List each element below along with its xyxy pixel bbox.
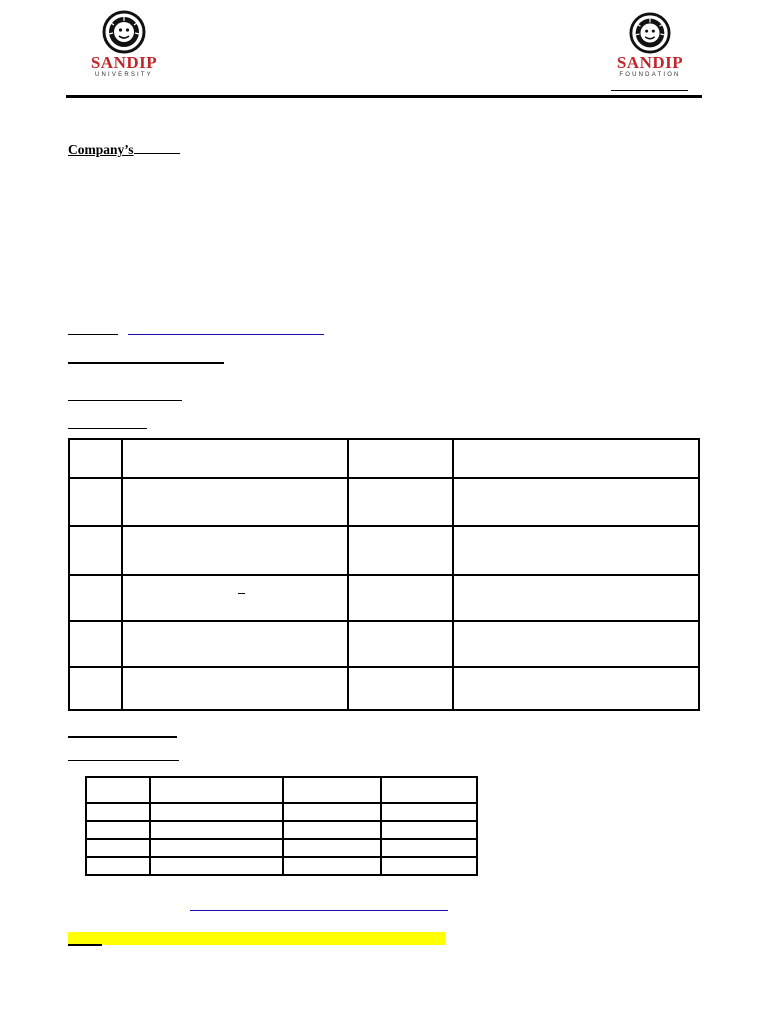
table-cell <box>348 575 453 621</box>
lion-emblem-icon <box>102 10 146 54</box>
table-row <box>86 803 477 821</box>
table-cell <box>122 621 348 667</box>
table-row <box>86 821 477 839</box>
table-row <box>69 621 699 667</box>
table-cell <box>348 478 453 526</box>
table-cell <box>69 575 122 621</box>
header-rule <box>66 95 702 98</box>
section-underline <box>68 362 224 364</box>
table-cell <box>453 575 699 621</box>
table-row <box>86 839 477 857</box>
table-cell <box>69 478 122 526</box>
table-cell <box>453 621 699 667</box>
table-cell <box>122 575 348 621</box>
table-cell <box>453 526 699 575</box>
company-heading-label: Company’s <box>68 142 134 157</box>
table-row <box>69 526 699 575</box>
table-cell <box>348 621 453 667</box>
link-underline[interactable] <box>128 334 324 335</box>
table-cell <box>86 839 150 857</box>
table-cell <box>283 803 381 821</box>
right-logo-sub: FOUNDATION <box>619 72 681 78</box>
table-cell <box>381 857 477 875</box>
sandip-university-logo <box>79 10 169 79</box>
header-small-rule <box>611 90 688 91</box>
table-cell <box>86 821 150 839</box>
company-name-blank <box>134 141 180 154</box>
table-cell <box>122 439 348 478</box>
table-cell <box>283 777 381 803</box>
table-cell <box>122 478 348 526</box>
table-cell <box>453 667 699 710</box>
dash-mark <box>238 593 245 594</box>
table-cell <box>283 839 381 857</box>
section-underline <box>68 400 182 401</box>
table-row <box>69 667 699 710</box>
company-heading <box>68 141 180 158</box>
table-cell <box>381 777 477 803</box>
table-row <box>69 478 699 526</box>
small-table <box>85 776 478 876</box>
table-row <box>86 777 477 803</box>
table-cell <box>122 526 348 575</box>
table-cell <box>150 821 283 839</box>
table-cell <box>86 857 150 875</box>
table-cell <box>381 821 477 839</box>
table-cell <box>150 777 283 803</box>
table-cell <box>69 621 122 667</box>
table-cell <box>283 821 381 839</box>
table-row <box>69 439 699 478</box>
table-cell <box>453 478 699 526</box>
section-underline <box>68 428 147 429</box>
highlighted-note <box>68 932 445 945</box>
right-logo-word: SANDIP <box>616 53 684 72</box>
section-underline <box>68 736 177 738</box>
note-underline <box>68 944 102 946</box>
lion-emblem-icon <box>629 12 671 54</box>
left-logo-sub: UNIVERSITY <box>94 72 153 78</box>
table-cell <box>283 857 381 875</box>
field-underline <box>68 334 118 335</box>
table-row <box>69 575 699 621</box>
table-cell <box>381 839 477 857</box>
table-cell <box>122 667 348 710</box>
left-logo-word: SANDIP <box>90 53 158 72</box>
table-cell <box>150 839 283 857</box>
table-cell <box>348 526 453 575</box>
table-cell <box>453 439 699 478</box>
section-underline <box>68 760 179 761</box>
table-cell <box>69 439 122 478</box>
sandip-foundation-logo <box>605 12 695 79</box>
main-table <box>68 438 700 711</box>
table-cell <box>69 526 122 575</box>
table-cell <box>86 803 150 821</box>
table-row <box>86 857 477 875</box>
link-underline[interactable] <box>190 910 448 911</box>
table-cell <box>381 803 477 821</box>
table-cell <box>348 439 453 478</box>
table-cell <box>86 777 150 803</box>
table-cell <box>150 857 283 875</box>
table-cell <box>69 667 122 710</box>
table-cell <box>348 667 453 710</box>
table-cell <box>150 803 283 821</box>
